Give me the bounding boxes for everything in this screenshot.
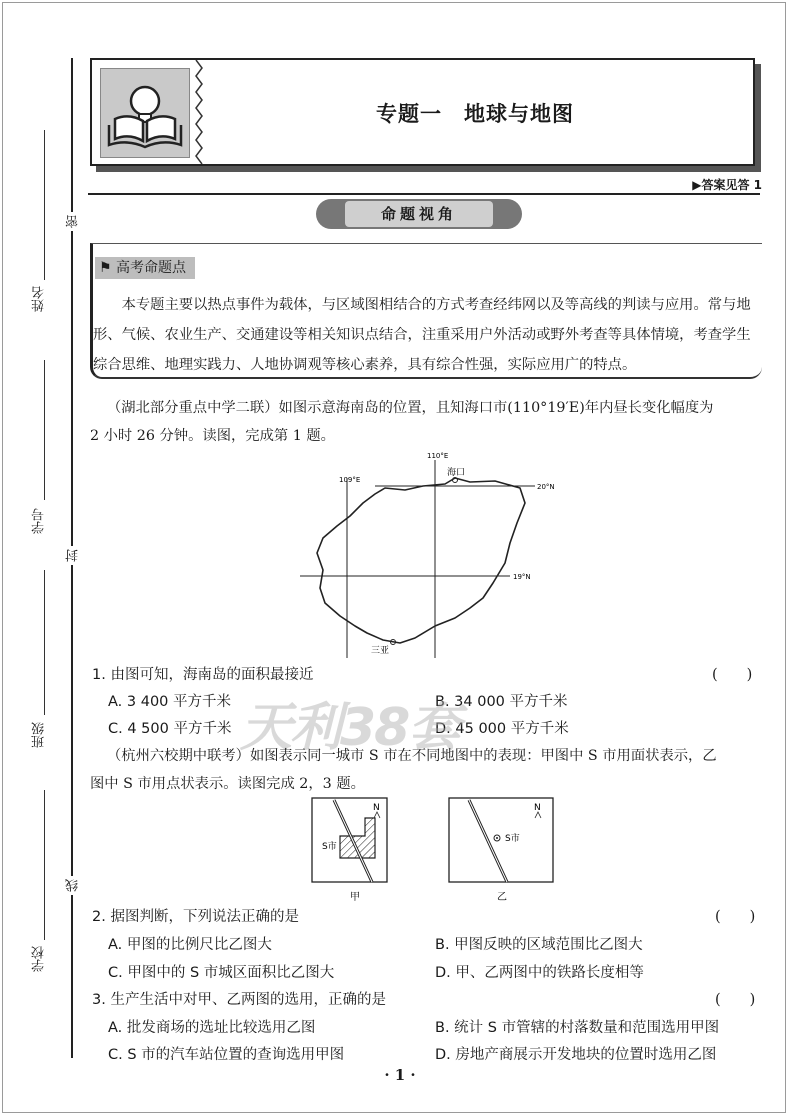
book-lightbulb-icon: [100, 68, 190, 158]
lon-label-109: 109°E: [339, 476, 361, 484]
north-label-yi: N: [534, 803, 541, 813]
q1-option-d[interactable]: D. 45 000 平方千米: [435, 721, 569, 737]
caption-yi: 乙: [497, 892, 507, 903]
caption-jia: 甲: [350, 892, 360, 903]
intro2-line1: （杭州六校期中联考）如图表示同一城市 S 市在不同地图中的表现：甲图中 S 市用面状表示，乙: [107, 748, 717, 764]
page-number: · 1 ·: [384, 1066, 416, 1084]
intro1-line2: 2 小时 26 分钟。读图，完成第 1 题。: [90, 428, 335, 444]
q3-answer-paren[interactable]: ( ): [715, 992, 756, 1008]
q3-option-c[interactable]: C. S 市的汽车站位置的查询选用甲图: [108, 1047, 345, 1063]
school-line[interactable]: [44, 790, 45, 940]
section-title: 命题视角: [345, 201, 493, 227]
lat-label-19: 19°N: [513, 573, 531, 581]
intro1-line1: （湖北部分重点中学二联）如图示意海南岛的位置，且知海口市(110°19′E)年内昼长变化幅度为: [107, 400, 714, 416]
intro2-line2: 图中 S 市用点状表示。读图完成 2，3 题。: [90, 776, 365, 792]
q3-option-b[interactable]: B. 统计 S 市管辖的村落数量和范围选用甲图: [435, 1020, 720, 1036]
city-label-yi: S市: [505, 834, 520, 844]
seal-mark-mi: 密: [64, 212, 83, 231]
school-label: 学校: [32, 946, 47, 972]
seal-mark-xian: 线: [64, 876, 83, 895]
q1-option-c[interactable]: C. 4 500 平方千米: [108, 721, 232, 737]
class-line[interactable]: [44, 570, 45, 715]
id-label: 学号: [32, 508, 47, 534]
lat-label-20: 20°N: [537, 483, 555, 491]
figure-jia: [310, 796, 420, 906]
key-points-tag: [95, 257, 195, 279]
figure-yi: [447, 796, 557, 906]
q1-answer-paren[interactable]: ( ): [712, 667, 753, 683]
publisher-watermark: 天利38套: [240, 698, 459, 758]
q1-option-b[interactable]: B. 34 000 平方千米: [435, 694, 568, 710]
q2-answer-paren[interactable]: ( ): [715, 909, 756, 925]
q2-option-c[interactable]: C. 甲图中的 S 市城区面积比乙图大: [108, 965, 335, 981]
header-divider: [88, 193, 760, 195]
q2-option-a[interactable]: A. 甲图的比例尺比乙图大: [108, 937, 272, 953]
id-line[interactable]: [44, 360, 45, 500]
q2-option-b[interactable]: B. 甲图反映的区域范围比乙图大: [435, 937, 643, 953]
seal-mark-feng: 封: [64, 546, 83, 565]
q2-option-d[interactable]: D. 甲、乙两图中的铁路长度相等: [435, 965, 644, 981]
q2-stem: 2. 据图判断，下列说法正确的是: [92, 909, 299, 925]
city-sanya: 三亚: [371, 646, 390, 656]
flag-icon: ⚑: [99, 260, 112, 276]
q3-option-a[interactable]: A. 批发商场的选址比较选用乙图: [108, 1020, 316, 1036]
north-label-jia: N: [373, 803, 380, 813]
class-label: 班级: [32, 722, 47, 748]
city-haikou: 海口: [447, 468, 466, 478]
answer-reference[interactable]: ▶答案见答 1: [692, 178, 762, 192]
key-points-tag-label: 高考命题点: [116, 260, 187, 276]
q3-option-d[interactable]: D. 房地产商展示开发地块的位置时选用乙图: [435, 1047, 717, 1063]
city-label-jia: S市: [322, 842, 337, 852]
key-points-text: 本专题主要以热点事件为载体，与区域图相结合的方式考查经纬网以及等高线的判读与应用。常与地形、气候、农业生产、交通建设等相关知识点结合，注重采用户外活动或野外考查等具体情境，考查学生综合思维、地理实践力、人地协调观等核心素养，具有综合性强，实际应用广的特点。: [93, 297, 751, 373]
q3-stem: 3. 生产生活中对甲、乙两图的选用，正确的是: [92, 992, 386, 1008]
lon-label-110: 110°E: [427, 452, 449, 460]
q1-stem: 1. 由图可知，海南岛的面积最接近: [92, 667, 314, 683]
name-label: 姓名: [32, 286, 47, 312]
page-title: 专题一 地球与地图: [376, 101, 574, 126]
q1-option-a[interactable]: A. 3 400 平方千米: [108, 694, 232, 710]
hainan-map: [295, 448, 565, 663]
name-line[interactable]: [44, 130, 45, 280]
